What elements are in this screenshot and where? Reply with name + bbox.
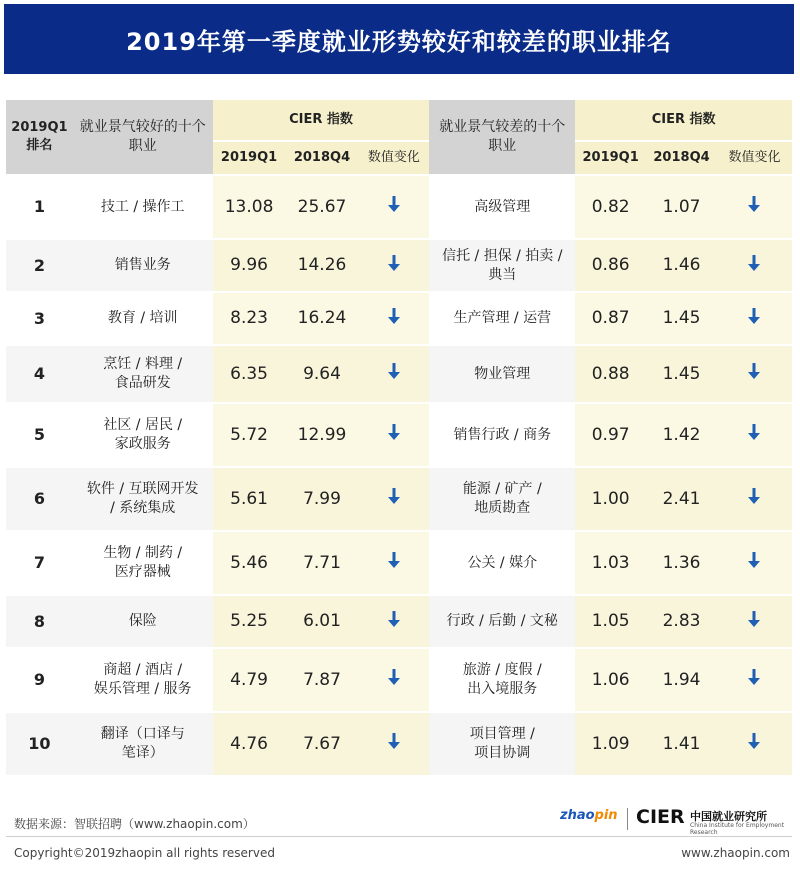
good-q4-value: 7.87: [286, 649, 359, 713]
bad-q1-value: 0.82: [575, 176, 646, 240]
arrow-down-icon: [747, 254, 761, 272]
arrow-down-icon: [387, 195, 401, 213]
arrow-down-icon: [747, 610, 761, 628]
good-job-cell: 销售业务: [73, 240, 213, 293]
good-q4-value: 14.26: [286, 240, 359, 293]
good-change-cell: [358, 649, 429, 713]
good-change-cell: [358, 532, 429, 596]
bad-job-cell: 销售行政 / 商务: [429, 404, 575, 468]
good-q1-value: 5.61: [213, 468, 286, 532]
rank-cell: 3: [6, 293, 73, 346]
zhaopin-logo-text-a: zhao: [560, 808, 595, 823]
rank-cell: 4: [6, 346, 73, 404]
bad-q4-value: 1.46: [646, 240, 717, 293]
bad-change-cell: [717, 176, 792, 240]
copyright-text: Copyright©2019zhaopin all rights reserved: [14, 846, 275, 860]
rank-cell: 8: [6, 596, 73, 649]
good-q4-value: 16.24: [286, 293, 359, 346]
arrow-down-icon: [747, 551, 761, 569]
good-job-cell: 保险: [73, 596, 213, 649]
bad-job-cell: 能源 / 矿产 / 地质勘查: [429, 468, 575, 532]
rank-cell: 9: [6, 649, 73, 713]
good-change-cell: [358, 596, 429, 649]
bad-q4-value: 1.36: [646, 532, 717, 596]
arrow-down-icon: [747, 307, 761, 325]
header-good-jobs: 就业景气较好的十个 职业: [73, 100, 213, 176]
bad-change-cell: [717, 649, 792, 713]
good-q1-value: 5.72: [213, 404, 286, 468]
arrow-down-icon: [747, 362, 761, 380]
bad-job-cell: 行政 / 后勤 / 文秘: [429, 596, 575, 649]
arrow-down-icon: [387, 423, 401, 441]
cier-logo: CIER: [636, 806, 685, 828]
good-job-cell: 教育 / 培训: [73, 293, 213, 346]
bad-job-cell: 信托 / 担保 / 拍卖 / 典当: [429, 240, 575, 293]
bad-q4-value: 1.94: [646, 649, 717, 713]
ranking-table: [6, 100, 792, 777]
header-bad-jobs: 就业景气较差的十个 职业: [429, 100, 575, 176]
good-q4-value: 7.67: [286, 713, 359, 777]
bad-q4-value: 1.41: [646, 713, 717, 777]
header-bad-q4: 2018Q4: [646, 142, 717, 176]
bad-q1-value: 0.87: [575, 293, 646, 346]
bad-change-cell: [717, 346, 792, 404]
arrow-down-icon: [747, 732, 761, 750]
header-rank: 2019Q1 排名: [6, 100, 73, 176]
rank-cell: 7: [6, 532, 73, 596]
bad-job-cell: 生产管理 / 运营: [429, 293, 575, 346]
bad-change-cell: [717, 293, 792, 346]
page-title: 2019年第一季度就业形势较好和较差的职业排名: [126, 27, 672, 56]
arrow-down-icon: [387, 362, 401, 380]
good-q1-value: 4.76: [213, 713, 286, 777]
good-job-cell: 社区 / 居民 / 家政服务: [73, 404, 213, 468]
arrow-down-icon: [747, 195, 761, 213]
good-q4-value: 12.99: [286, 404, 359, 468]
rank-cell: 2: [6, 240, 73, 293]
rank-cell: 6: [6, 468, 73, 532]
arrow-down-icon: [387, 254, 401, 272]
rank-cell: 1: [6, 176, 73, 240]
arrow-down-icon: [387, 551, 401, 569]
table-row: [6, 532, 792, 596]
header-bad-change: 数值变化: [717, 142, 792, 176]
zhaopin-logo: [560, 808, 618, 823]
good-job-cell: 技工 / 操作工: [73, 176, 213, 240]
bad-q1-value: 1.09: [575, 713, 646, 777]
good-change-cell: [358, 240, 429, 293]
bad-job-cell: 公关 / 媒介: [429, 532, 575, 596]
arrow-down-icon: [747, 487, 761, 505]
arrow-down-icon: [747, 668, 761, 686]
arrow-down-icon: [387, 610, 401, 628]
header-good-q1: 2019Q1: [213, 142, 286, 176]
table-row: [6, 468, 792, 532]
bad-q4-value: 2.41: [646, 468, 717, 532]
table-row: [6, 404, 792, 468]
good-q1-value: 9.96: [213, 240, 286, 293]
good-q4-value: 25.67: [286, 176, 359, 240]
good-job-cell: 翻译（口译与 笔译）: [73, 713, 213, 777]
bad-change-cell: [717, 468, 792, 532]
arrow-down-icon: [387, 732, 401, 750]
bad-q4-value: 1.42: [646, 404, 717, 468]
good-change-cell: [358, 468, 429, 532]
header-good-change: 数值变化: [358, 142, 429, 176]
rank-cell: 10: [6, 713, 73, 777]
bad-change-cell: [717, 404, 792, 468]
good-q1-value: 8.23: [213, 293, 286, 346]
good-change-cell: [358, 404, 429, 468]
table-row: [6, 346, 792, 404]
arrow-down-icon: [387, 668, 401, 686]
bad-q4-value: 1.07: [646, 176, 717, 240]
bad-q1-value: 1.00: [575, 468, 646, 532]
good-q4-value: 9.64: [286, 346, 359, 404]
footer-url: www.zhaopin.com: [681, 846, 790, 860]
bad-job-cell: 高级管理: [429, 176, 575, 240]
good-q1-value: 6.35: [213, 346, 286, 404]
cier-logo-chinese: 中国就业研究所: [690, 810, 767, 823]
good-q1-value: 5.46: [213, 532, 286, 596]
bad-q1-value: 0.86: [575, 240, 646, 293]
arrow-down-icon: [747, 423, 761, 441]
arrow-down-icon: [387, 307, 401, 325]
good-job-cell: 生物 / 制药 / 医疗器械: [73, 532, 213, 596]
zhaopin-logo-text-b: pin: [594, 808, 618, 823]
source-note: 数据来源：智联招聘（www.zhaopin.com）: [14, 817, 255, 831]
header-good-q4: 2018Q4: [286, 142, 359, 176]
bad-q4-value: 1.45: [646, 346, 717, 404]
good-q1-value: 5.25: [213, 596, 286, 649]
bad-q1-value: 1.06: [575, 649, 646, 713]
bad-change-cell: [717, 713, 792, 777]
header-bad-q1: 2019Q1: [575, 142, 646, 176]
bad-change-cell: [717, 240, 792, 293]
bad-q4-value: 2.83: [646, 596, 717, 649]
title-banner: [4, 4, 794, 74]
bad-change-cell: [717, 532, 792, 596]
bad-q4-value: 1.45: [646, 293, 717, 346]
good-q4-value: 6.01: [286, 596, 359, 649]
rank-cell: 5: [6, 404, 73, 468]
table-row: [6, 596, 792, 649]
good-change-cell: [358, 346, 429, 404]
footer-divider: [6, 836, 792, 837]
header-cier-index-good: CIER 指数: [213, 100, 430, 142]
table-row: [6, 293, 792, 346]
good-q4-value: 7.71: [286, 532, 359, 596]
bad-q1-value: 0.88: [575, 346, 646, 404]
good-change-cell: [358, 713, 429, 777]
bad-q1-value: 1.05: [575, 596, 646, 649]
table-body: [6, 176, 792, 777]
bad-change-cell: [717, 596, 792, 649]
arrow-down-icon: [387, 487, 401, 505]
header-cier-index-bad: CIER 指数: [575, 100, 792, 142]
good-q1-value: 4.79: [213, 649, 286, 713]
good-q1-value: 13.08: [213, 176, 286, 240]
bad-q1-value: 1.03: [575, 532, 646, 596]
table-row: [6, 240, 792, 293]
table-row: [6, 649, 792, 713]
bad-q1-value: 0.97: [575, 404, 646, 468]
bad-job-cell: 物业管理: [429, 346, 575, 404]
good-q4-value: 7.99: [286, 468, 359, 532]
bad-job-cell: 旅游 / 度假 / 出入境服务: [429, 649, 575, 713]
good-change-cell: [358, 176, 429, 240]
table-row: [6, 713, 792, 777]
good-job-cell: 商超 / 酒店 / 娱乐管理 / 服务: [73, 649, 213, 713]
logo-divider: [627, 808, 628, 830]
good-job-cell: 软件 / 互联网开发 / 系统集成: [73, 468, 213, 532]
table-row: [6, 176, 792, 240]
cier-logo-english: China Institute for Employment Research: [690, 822, 785, 836]
good-change-cell: [358, 293, 429, 346]
good-job-cell: 烹饪 / 料理 / 食品研发: [73, 346, 213, 404]
bad-job-cell: 项目管理 / 项目协调: [429, 713, 575, 777]
